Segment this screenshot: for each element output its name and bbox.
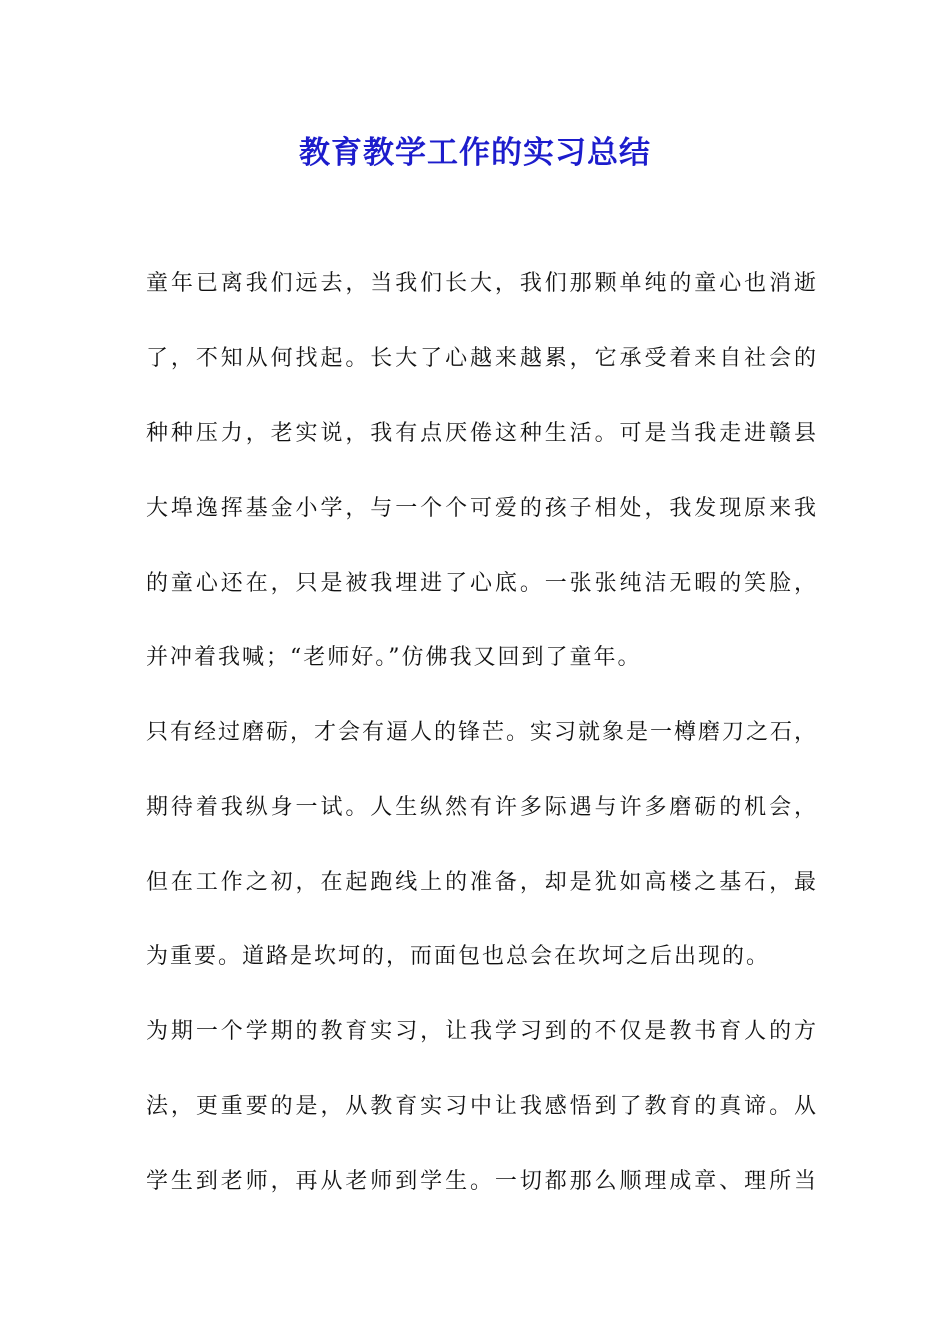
paragraph-line: 学生到老师，再从老师到学生。一切都那么顺理成章、理所当	[146, 1169, 816, 1194]
paragraph-line: 童年已离我们远去，当我们长大，我们那颗单纯的童心也消逝	[146, 271, 816, 296]
paragraph-line: 为重要。道路是坎坷的，而面包也总会在坎坷之后出现的。	[146, 944, 771, 969]
paragraph-line: 的童心还在，只是被我埋进了心底。一张张纯洁无暇的笑脸，	[146, 571, 816, 596]
paragraph-line: 为期一个学期的教育实习，让我学习到的不仅是教书育人的方	[146, 1019, 816, 1044]
paragraph-line: 法，更重要的是，从教育实习中让我感悟到了教育的真谛。从	[146, 1094, 816, 1119]
document-title: 教育教学工作的实习总结	[299, 135, 651, 171]
paragraph-line: 但在工作之初，在起跑线上的准备，却是犹如高楼之基石，最	[146, 870, 816, 895]
paragraph-line: 种种压力，老实说，我有点厌倦这种生活。可是当我走进赣县	[146, 421, 816, 446]
paragraph-line: 大埠逸挥基金小学，与一个个可爱的孩子相处，我发现原来我	[146, 496, 816, 521]
paragraph-line: 只有经过磨砺，才会有逼人的锋芒。实习就象是一樽磨刀之石，	[146, 720, 816, 745]
paragraph-line: 了，不知从何找起。长大了心越来越累，它承受着来自社会的	[146, 346, 816, 371]
paragraph-line: 期待着我纵身一试。人生纵然有许多际遇与许多磨砺的机会，	[146, 795, 816, 820]
paragraph-line: 并冲着我喊；“老师好。”仿佛我又回到了童年。	[146, 645, 642, 670]
